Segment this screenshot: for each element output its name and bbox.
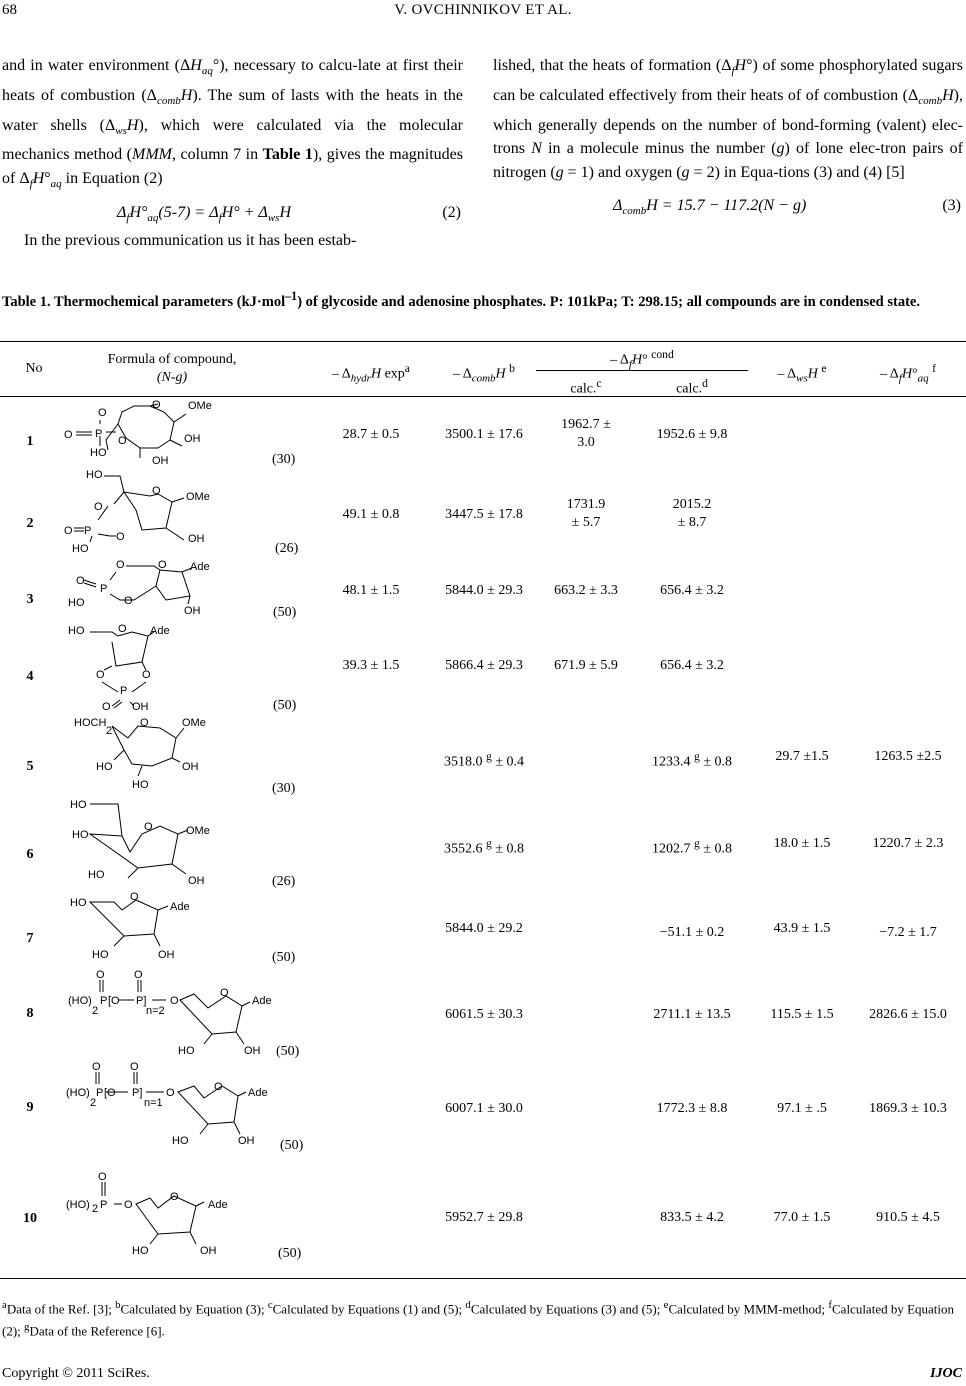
row-3-comb: 5844.0 ± 29.3	[445, 583, 523, 598]
structure-label: O	[158, 559, 167, 571]
row-3-no: 3	[26, 592, 34, 607]
structure-label: O	[152, 399, 161, 411]
structure-8	[62, 968, 272, 1060]
structure-label: P]	[136, 995, 147, 1007]
equation-3-number: (3)	[942, 197, 961, 215]
row-6-comb: 3552.6 $^g$ ± 0.8	[443, 837, 524, 857]
row-2-calc-d: 2015.2 ± 8.7	[672, 497, 712, 530]
table-top-rule	[0, 341, 966, 342]
table-caption: Table 1. Thermochemical parameters (kJ·mol$^{-1}$) of glycoside and adenosine phosphates. P: 101kPa; T: 298.15; all compounds are in condensed state.	[2, 289, 920, 310]
structure-label: Ade	[170, 901, 190, 913]
row-9-calc-d: 1772.3 ± 8.8	[656, 1101, 728, 1116]
structure-label: P	[96, 1087, 104, 1099]
row-9-ng: (50)	[280, 1138, 304, 1153]
structure-label: O	[124, 1199, 133, 1211]
row-4-calc-c: 671.9 ± 5.9	[554, 658, 618, 673]
structure-label: HO	[96, 761, 113, 773]
header-calc-d: calc.$^d$	[676, 377, 708, 397]
structure-label: HO	[70, 799, 87, 811]
structure-label: O	[118, 435, 127, 447]
structure-label: Ade	[190, 561, 210, 573]
structure-label: OH	[188, 875, 205, 887]
structure-label: n=2	[146, 1005, 165, 1017]
structure-label: O	[96, 669, 105, 681]
header-hydr: – $\Delta_{hydr}H$ $\exp^a$	[332, 362, 410, 385]
row-2-comb: 3447.5 ± 17.8	[445, 507, 523, 522]
row-10-ng: (50)	[278, 1246, 302, 1261]
structure-label: OH	[238, 1135, 255, 1147]
structure-label: 2	[90, 1097, 97, 1109]
structure-label: O	[94, 501, 103, 513]
row-1-calc-d: 1952.6 ± 9.8	[656, 427, 728, 442]
structure-label: HO	[72, 829, 89, 841]
row-7-calc-d: −51.1 ± 0.2	[659, 925, 725, 940]
structure-label: O	[166, 1087, 175, 1099]
structure-9	[62, 1062, 272, 1154]
structure-1	[62, 396, 272, 468]
equation-2-number: (2)	[442, 203, 461, 221]
structure-7	[62, 890, 272, 964]
structure-label: O	[76, 575, 85, 587]
structure-label: 2	[92, 1005, 99, 1017]
structure-label: HOCH	[74, 717, 107, 729]
row-9-ws: 97.1 ± .5	[777, 1101, 827, 1116]
structure-10	[62, 1168, 272, 1262]
row-1-hydr: 28.7 ± 0.5	[342, 427, 400, 442]
structure-label: OH	[200, 1245, 217, 1257]
equation-3	[493, 194, 963, 220]
structure-label: OMe	[188, 400, 212, 412]
row-7-ng: (50)	[272, 950, 296, 965]
equation-2-expression: $\Delta_fH^\circ_{aq}(5-7) = \Delta_fH^\circ + \Delta_{ws}H$	[117, 203, 291, 224]
row-8-ws: 115.5 ± 1.5	[770, 1007, 834, 1022]
header-aq: – $\Delta_fH^\circ_{aq}$ $^f$	[880, 362, 936, 385]
row-9-comb: 6007.1 ± 30.0	[445, 1101, 523, 1116]
structure-label: OMe	[186, 825, 210, 837]
structure-label: HO	[132, 779, 149, 791]
row-5-calc-d: 1233.4 $^g$ ± 0.8	[651, 750, 732, 770]
row-4-ng: (50)	[273, 698, 297, 713]
structure-9-drawing	[62, 1062, 272, 1154]
header-calc-c: calc.$^c$	[570, 377, 602, 397]
row-6-aq: 1220.7 ± 2.3	[872, 836, 944, 851]
structure-label: O	[98, 1171, 107, 1183]
row-4-hydr: 39.3 ± 1.5	[342, 658, 400, 673]
structure-label: O	[142, 669, 151, 681]
structure-label: OH	[184, 605, 201, 617]
journal-name: IJOC	[930, 1366, 962, 1381]
left-column	[2, 54, 463, 252]
structure-label: OH	[184, 433, 201, 445]
structure-label: O	[64, 429, 73, 441]
structure-label: HO	[86, 469, 103, 481]
row-1-comb: 3500.1 ± 17.6	[445, 427, 523, 442]
header-ws: – $\Delta_{ws}H$ $^e$	[777, 362, 827, 385]
structure-label: O	[96, 969, 105, 981]
structure-label: (HO)	[68, 995, 92, 1007]
structure-label: OMe	[182, 717, 206, 729]
row-9-no: 9	[26, 1100, 34, 1115]
structure-label: O	[130, 1061, 139, 1073]
structure-label: O	[130, 891, 139, 903]
structure-label: P	[100, 583, 108, 595]
row-3-calc-d: 656.4 ± 3.2	[660, 583, 724, 598]
row-6-no: 6	[26, 847, 34, 862]
structure-5	[62, 714, 272, 794]
structure-label: P	[120, 685, 128, 697]
structure-8-drawing	[62, 968, 272, 1060]
structure-label: P	[100, 1199, 108, 1211]
row-1-calc-c: 1962.7 ± 3.0	[561, 417, 611, 450]
structure-label: P	[84, 525, 92, 537]
row-8-ng: (50)	[276, 1044, 300, 1059]
row-7-no: 7	[26, 931, 34, 946]
structure-3-drawing	[62, 556, 272, 622]
structure-label: HO	[70, 897, 87, 909]
row-2-no: 2	[26, 516, 34, 531]
equation-3-expression: $\Delta_{comb}H = 15.7 - 117.2(N - g)$	[613, 197, 807, 218]
table-footnotes: $^a$Data of the Ref. [3]; $^b$Calculated by Equation (3); $^c$Calculated by Equations (1) and (5); $^d$Calculated by Equations (3) and (5); $^e$Calculated by MMM-method; $^f$Calculated by Equation (2); $^g$Data of the Reference [6].	[2, 1299, 955, 1339]
structure-2	[62, 466, 272, 556]
structure-label: OMe	[186, 491, 210, 503]
structure-2-drawing	[62, 466, 272, 556]
structure-label: OH	[158, 949, 175, 961]
row-10-ws: 77.0 ± 1.5	[773, 1210, 831, 1225]
header-formula-sub: (N-g)	[156, 370, 188, 385]
structure-5-drawing	[62, 714, 272, 794]
structure-label: O	[124, 595, 133, 607]
running-title: V. OVCHINNIKOV ET AL.	[394, 2, 572, 18]
row-9-aq: 1869.3 ± 10.3	[869, 1101, 947, 1116]
equation-2	[2, 201, 463, 227]
structure-label: O	[92, 1061, 101, 1073]
structure-label: P]	[132, 1087, 143, 1099]
structure-label: OH	[182, 761, 199, 773]
row-5-no: 5	[26, 759, 34, 774]
structure-label: [O	[108, 995, 120, 1007]
row-4-comb: 5866.4 ± 29.3	[445, 658, 523, 673]
structure-label: HO	[72, 543, 89, 555]
row-7-ws: 43.9 ± 1.5	[773, 921, 831, 936]
row-6-ws: 18.0 ± 1.5	[773, 836, 831, 851]
structure-label: Ade	[150, 625, 170, 637]
structure-label: O	[144, 821, 153, 833]
header-formula: Formula of compound,	[107, 352, 237, 367]
row-6-calc-d: 1202.7 $^g$ ± 0.8	[651, 837, 732, 857]
row-8-comb: 6061.5 ± 30.3	[445, 1007, 523, 1022]
row-8-aq: 2826.6 ± 15.0	[869, 1007, 947, 1022]
row-6-ng: (26)	[272, 874, 296, 889]
structure-label: OH	[132, 701, 149, 713]
structure-label: O	[220, 987, 229, 999]
structure-label: O	[152, 485, 161, 497]
structure-label: O	[116, 531, 125, 543]
header-no: No	[25, 361, 43, 376]
structure-label: O	[170, 1191, 179, 1203]
copyright: Copyright © 2011 SciRes.	[2, 1366, 150, 1381]
structure-label: OH	[188, 533, 205, 545]
structure-label: HO	[178, 1045, 195, 1057]
structure-4-drawing	[62, 622, 272, 714]
structure-label: 2	[92, 1203, 99, 1215]
row-1-no: 1	[26, 434, 34, 449]
row-1-ng: (30)	[272, 452, 296, 467]
structure-10-drawing	[62, 1168, 272, 1262]
structure-label: Ade	[248, 1087, 268, 1099]
structure-label: Ade	[208, 1199, 228, 1211]
structure-6	[62, 794, 272, 890]
structure-label: HO	[68, 597, 85, 609]
structure-label: HO	[172, 1135, 189, 1147]
structure-label: HO	[90, 447, 107, 459]
row-3-ng: (50)	[273, 605, 297, 620]
row-5-comb: 3518.0 $^g$ ± 0.4	[443, 750, 524, 770]
structure-label: O	[140, 717, 149, 729]
left-paragraph-1: and in water environment $(\Delta H_{aq}^\circ)$, necessary to calcu-late at first their heats of combustion $(\Delta_{comb}H)$. The sum of lasts with the heats in the water shells $(\Delta_{ws}H)$, which were calculated via the molecular mechanics method (MMM, column 7 in Table 1), gives the magnitudes of $\Delta_fH^\circ_{aq}$ in Equation (2)	[2, 57, 464, 191]
structure-6-drawing	[62, 794, 272, 890]
row-5-aq: 1263.5 ±2.5	[874, 749, 942, 764]
row-10-calc-d: 833.5 ± 4.2	[660, 1210, 724, 1225]
row-8-calc-d: 2711.1 ± 13.5	[653, 1007, 731, 1022]
table-bottom-rule	[0, 1278, 966, 1279]
structure-3	[62, 556, 272, 622]
structure-label: O	[118, 623, 127, 635]
structure-1-drawing	[62, 396, 272, 468]
structure-label: P	[95, 428, 103, 440]
running-header	[0, 2, 966, 24]
row-4-no: 4	[26, 669, 34, 684]
structure-label: O	[214, 1081, 223, 1093]
structure-label: HO	[88, 869, 105, 881]
structure-label: n=1	[144, 1097, 163, 1109]
structure-label: Ade	[252, 995, 272, 1007]
page-number: 68	[2, 2, 17, 18]
row-8-no: 8	[26, 1006, 34, 1021]
structure-4	[62, 622, 272, 714]
row-3-hydr: 48.1 ± 1.5	[342, 583, 400, 598]
left-paragraph-2: In the previous communication us it has been estab-	[24, 231, 357, 249]
header-comb: – $\Delta_{comb}H$ $^b$	[452, 362, 515, 385]
structure-label: O	[102, 701, 111, 713]
row-7-comb: 5844.0 ± 29.2	[445, 921, 523, 936]
row-2-hydr: 49.1 ± 0.8	[342, 507, 400, 522]
right-column	[493, 54, 963, 222]
row-5-ws: 29.7 ±1.5	[775, 749, 829, 764]
structure-7-drawing	[62, 890, 272, 964]
structure-label: O	[170, 995, 179, 1007]
row-2-ng: (26)	[275, 541, 299, 556]
structure-label: OH	[244, 1045, 261, 1057]
structure-label: HO	[92, 949, 109, 961]
row-2-calc-c: 1731.9 ± 5.7	[566, 497, 606, 530]
right-paragraph: lished, that the heats of formation $(\Delta_fH^\circ)$ of some phosphorylated sugars can be calculated effectively from their heats of of combustion $(\Delta_{comb}H)$, which generally depends on the number of bond-forming (valent) elec-trons N in a molecule minus the number (g) of lone elec-tron pairs of nitrogen (g = 1) and oxygen (g = 2) in Equa-tions (3) and (4) [5]	[493, 57, 964, 181]
structure-label: (HO)	[66, 1199, 90, 1211]
row-4-calc-d: 656.4 ± 3.2	[660, 658, 724, 673]
structure-label: HO	[132, 1245, 149, 1257]
row-10-no: 10	[23, 1211, 37, 1226]
row-5-ng: (30)	[272, 781, 296, 796]
row-3-calc-c: 663.2 ± 3.3	[554, 583, 618, 598]
structure-label: O	[64, 525, 73, 537]
structure-label: 2	[106, 725, 113, 737]
structure-label: O	[116, 559, 125, 571]
structure-label: O	[98, 407, 107, 419]
structure-label: HO	[68, 625, 85, 637]
structure-label: OH	[152, 455, 169, 467]
structure-label: (HO)	[66, 1087, 90, 1099]
row-10-aq: 910.5 ± 4.5	[876, 1210, 940, 1225]
structure-label: O	[134, 969, 143, 981]
row-7-aq: −7.2 ± 1.7	[879, 925, 937, 940]
row-10-comb: 5952.7 ± 29.8	[445, 1210, 523, 1225]
structure-label: [O	[104, 1087, 116, 1099]
header-cond: – $\Delta_fH^\circ$ $^{cond}$	[610, 348, 674, 371]
structure-label: P	[100, 995, 108, 1007]
